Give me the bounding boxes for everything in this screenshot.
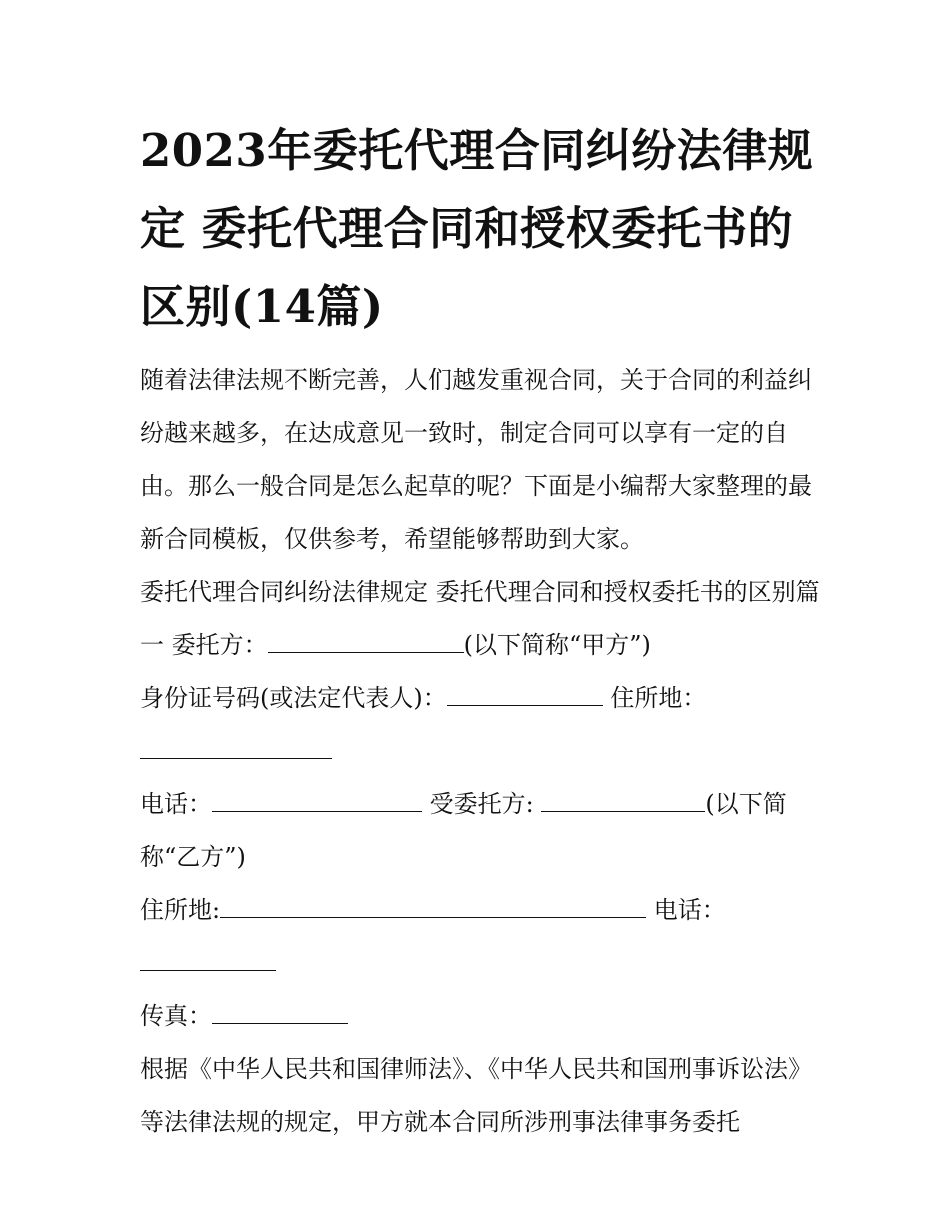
- principal-phone-blank: [212, 789, 422, 812]
- principal-address-label: 住所地：: [610, 684, 707, 712]
- principal-name-blank: [268, 630, 464, 653]
- agent-name-blank: [541, 789, 705, 812]
- agent-address-line: [140, 884, 820, 990]
- id-number-label: 身份证号码(或法定代表人)：: [140, 684, 447, 712]
- agent-address-blank: [220, 895, 646, 918]
- agent-phone-blank: [140, 948, 276, 971]
- fax-blank: [212, 1001, 348, 1024]
- principal-phone-label: 电话：: [140, 790, 212, 818]
- id-number-blank: [447, 683, 603, 706]
- agent-phone-label: 电话：: [653, 896, 726, 924]
- phone-agent-line: [140, 778, 820, 884]
- agent-address-label: 住所地:: [140, 896, 221, 924]
- fax-label: 传真：: [140, 1002, 212, 1030]
- document-page: [140, 112, 820, 1149]
- agent-alias: (以下简称“乙方”): [140, 790, 787, 871]
- document-title: 2023年委托代理合同纠纷法律规定 委托代理合同和授权委托书的区别(14篇): [140, 124, 814, 333]
- section-heading: 委托代理合同纠纷法律规定 委托代理合同和授权委托书的区别篇一: [140, 578, 820, 659]
- principal-address-blank: [140, 736, 332, 759]
- principal-label: 委托方：: [171, 631, 268, 659]
- id-address-line: [140, 672, 820, 778]
- principal-alias: (以下简称“甲方”): [463, 631, 651, 659]
- legal-basis-paragraph: 根据《中华人民共和国律师法》、《中华人民共和国刑事诉讼法》等法律法规的规定，甲方就本合同所涉刑事法律事务委托: [140, 1055, 812, 1136]
- intro-paragraph: 随着法律法规不断完善，人们越发重视合同，关于合同的利益纠纷越来越多，在达成意见一致时，制定合同可以享有一定的自由。那么一般合同是怎么起草的呢？下面是小编帮大家整理的最新合同模板，仅供参考，希望能够帮助到大家。: [140, 366, 812, 553]
- fax-line: [140, 990, 820, 1043]
- agent-label: 受委托方:: [429, 790, 534, 818]
- contract-parties-paragraph: [140, 566, 820, 672]
